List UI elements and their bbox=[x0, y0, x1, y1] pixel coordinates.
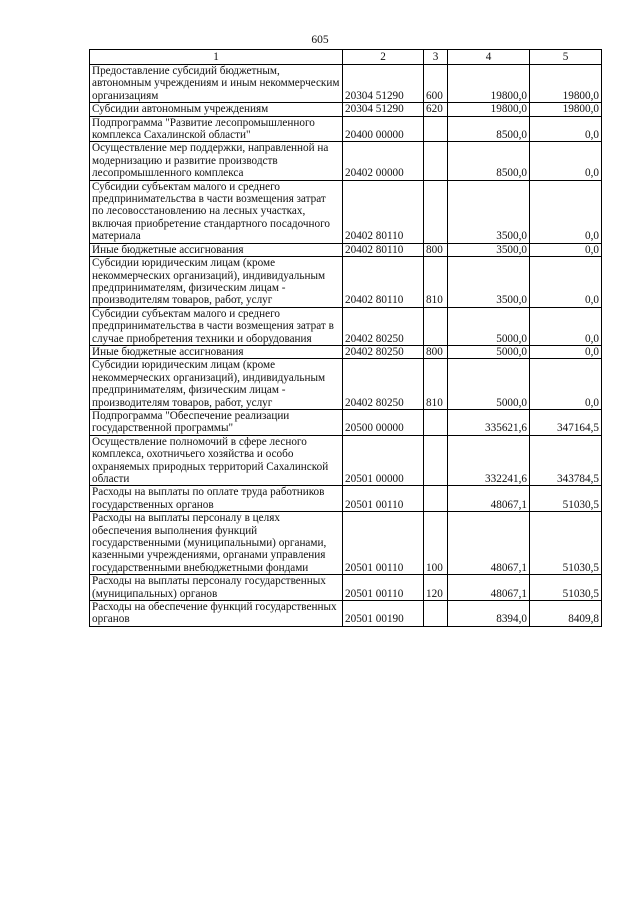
row-description: Иные бюджетные ассигнования bbox=[90, 243, 343, 256]
row-code: 20402 80250 bbox=[343, 345, 424, 358]
row-expense-type: 800 bbox=[424, 345, 448, 358]
row-value-col5: 51030,5 bbox=[530, 486, 602, 512]
row-value-col4: 8394,0 bbox=[448, 601, 530, 627]
row-value-col5: 0,0 bbox=[530, 142, 602, 180]
table-row bbox=[90, 512, 602, 575]
row-code: 20400 00000 bbox=[343, 116, 424, 142]
row-expense-type bbox=[424, 409, 448, 435]
table-row bbox=[90, 103, 602, 116]
row-value-col4: 48067,1 bbox=[448, 575, 530, 601]
table-row bbox=[90, 65, 602, 103]
row-description: Субсидии субъектам малого и среднего предпринимательства в части возмещения затрат в случае приобретения техники и оборудования bbox=[90, 307, 343, 345]
row-expense-type: 120 bbox=[424, 575, 448, 601]
row-value-col4: 5000,0 bbox=[448, 345, 530, 358]
table-row bbox=[90, 409, 602, 435]
row-value-col5: 0,0 bbox=[530, 307, 602, 345]
row-code: 20501 00110 bbox=[343, 486, 424, 512]
header-col-1: 1 bbox=[90, 50, 343, 65]
table-row bbox=[90, 345, 602, 358]
row-value-col4: 332241,6 bbox=[448, 435, 530, 486]
row-description: Осуществление полномочий в сфере лесного комплекса, охотничьего хозяйства и особо охраняемых природных территорий Сахалинской области bbox=[90, 435, 343, 486]
row-expense-type: 620 bbox=[424, 103, 448, 116]
row-code: 20402 80250 bbox=[343, 359, 424, 410]
row-value-col4: 3500,0 bbox=[448, 257, 530, 308]
row-code: 20304 51290 bbox=[343, 103, 424, 116]
row-value-col5: 19800,0 bbox=[530, 65, 602, 103]
row-code: 20402 80110 bbox=[343, 243, 424, 256]
header-col-5: 5 bbox=[530, 50, 602, 65]
row-value-col5: 19800,0 bbox=[530, 103, 602, 116]
row-description: Субсидии юридическим лицам (кроме некоммерческих организаций), индивидуальным предпринимателям, физическим лицам - производителям товаров, работ, услуг bbox=[90, 257, 343, 308]
row-expense-type bbox=[424, 435, 448, 486]
row-description: Расходы на обеспечение функций государственных органов bbox=[90, 601, 343, 627]
table-row bbox=[90, 601, 602, 627]
row-value-col5: 347164,5 bbox=[530, 409, 602, 435]
row-value-col5: 343784,5 bbox=[530, 435, 602, 486]
row-description: Расходы на выплаты персоналу в целях обеспечения выполнения функций государственными (муниципальными) органами, казенными учреждениями, органами управления государственными внебюджетными фондами bbox=[90, 512, 343, 575]
row-value-col4: 8500,0 bbox=[448, 142, 530, 180]
row-code: 20501 00110 bbox=[343, 575, 424, 601]
row-value-col4: 48067,1 bbox=[448, 486, 530, 512]
table-row bbox=[90, 486, 602, 512]
row-description: Расходы на выплаты по оплате труда работников государственных органов bbox=[90, 486, 343, 512]
table-row bbox=[90, 116, 602, 142]
row-code: 20402 00000 bbox=[343, 142, 424, 180]
table-row bbox=[90, 307, 602, 345]
row-description: Субсидии автономным учреждениям bbox=[90, 103, 343, 116]
row-value-col5: 51030,5 bbox=[530, 575, 602, 601]
row-description: Предоставление субсидий бюджетным, автономным учреждениям и иным некоммерческим организациям bbox=[90, 65, 343, 103]
row-code: 20402 80110 bbox=[343, 257, 424, 308]
row-value-col4: 19800,0 bbox=[448, 103, 530, 116]
table-row bbox=[90, 243, 602, 256]
row-expense-type bbox=[424, 142, 448, 180]
table-body bbox=[90, 65, 602, 627]
row-description: Подпрограмма "Обеспечение реализации государственной программы" bbox=[90, 409, 343, 435]
row-code: 20501 00110 bbox=[343, 512, 424, 575]
table-row bbox=[90, 257, 602, 308]
row-expense-type bbox=[424, 486, 448, 512]
row-value-col5: 0,0 bbox=[530, 345, 602, 358]
row-code: 20501 00000 bbox=[343, 435, 424, 486]
header-col-2: 2 bbox=[343, 50, 424, 65]
row-expense-type bbox=[424, 601, 448, 627]
table-row bbox=[90, 142, 602, 180]
row-value-col5: 0,0 bbox=[530, 116, 602, 142]
row-value-col4: 3500,0 bbox=[448, 243, 530, 256]
row-description: Субсидии субъектам малого и среднего предпринимательства в части возмещения затрат по лесовосстановлению на лесных участках, включая приобретение стандартного посадочного материала bbox=[90, 180, 343, 243]
row-expense-type bbox=[424, 180, 448, 243]
header-col-4: 4 bbox=[448, 50, 530, 65]
row-description: Расходы на выплаты персоналу государственных (муниципальных) органов bbox=[90, 575, 343, 601]
row-value-col5: 0,0 bbox=[530, 243, 602, 256]
row-value-col5: 0,0 bbox=[530, 180, 602, 243]
table-row bbox=[90, 435, 602, 486]
table-header-row bbox=[90, 50, 602, 65]
row-expense-type: 100 bbox=[424, 512, 448, 575]
table-row bbox=[90, 359, 602, 410]
row-value-col4: 335621,6 bbox=[448, 409, 530, 435]
row-description: Подпрограмма "Развитие лесопромышленного комплекса Сахалинской области" bbox=[90, 116, 343, 142]
row-description: Субсидии юридическим лицам (кроме некоммерческих организаций), индивидуальным предпринимателям, физическим лицам - производителям товаров, работ, услуг bbox=[90, 359, 343, 410]
row-value-col4: 5000,0 bbox=[448, 307, 530, 345]
row-value-col4: 3500,0 bbox=[448, 180, 530, 243]
row-value-col4: 48067,1 bbox=[448, 512, 530, 575]
header-col-3: 3 bbox=[424, 50, 448, 65]
row-expense-type: 600 bbox=[424, 65, 448, 103]
row-expense-type bbox=[424, 307, 448, 345]
row-expense-type bbox=[424, 116, 448, 142]
row-expense-type: 810 bbox=[424, 359, 448, 410]
row-value-col5: 8409,8 bbox=[530, 601, 602, 627]
row-code: 20304 51290 bbox=[343, 65, 424, 103]
row-value-col4: 8500,0 bbox=[448, 116, 530, 142]
row-expense-type: 810 bbox=[424, 257, 448, 308]
table-row bbox=[90, 575, 602, 601]
row-value-col5: 51030,5 bbox=[530, 512, 602, 575]
row-code: 20500 00000 bbox=[343, 409, 424, 435]
budget-table bbox=[89, 49, 602, 627]
row-code: 20501 00190 bbox=[343, 601, 424, 627]
page-number: 605 bbox=[311, 34, 329, 46]
row-code: 20402 80110 bbox=[343, 180, 424, 243]
row-code: 20402 80250 bbox=[343, 307, 424, 345]
row-value-col5: 0,0 bbox=[530, 359, 602, 410]
row-description: Осуществление мер поддержки, направленной на модернизацию и развитие производств лесопромышленного комплекса bbox=[90, 142, 343, 180]
row-value-col4: 19800,0 bbox=[448, 65, 530, 103]
row-expense-type: 800 bbox=[424, 243, 448, 256]
row-description: Иные бюджетные ассигнования bbox=[90, 345, 343, 358]
row-value-col5: 0,0 bbox=[530, 257, 602, 308]
row-value-col4: 5000,0 bbox=[448, 359, 530, 410]
table-row bbox=[90, 180, 602, 243]
